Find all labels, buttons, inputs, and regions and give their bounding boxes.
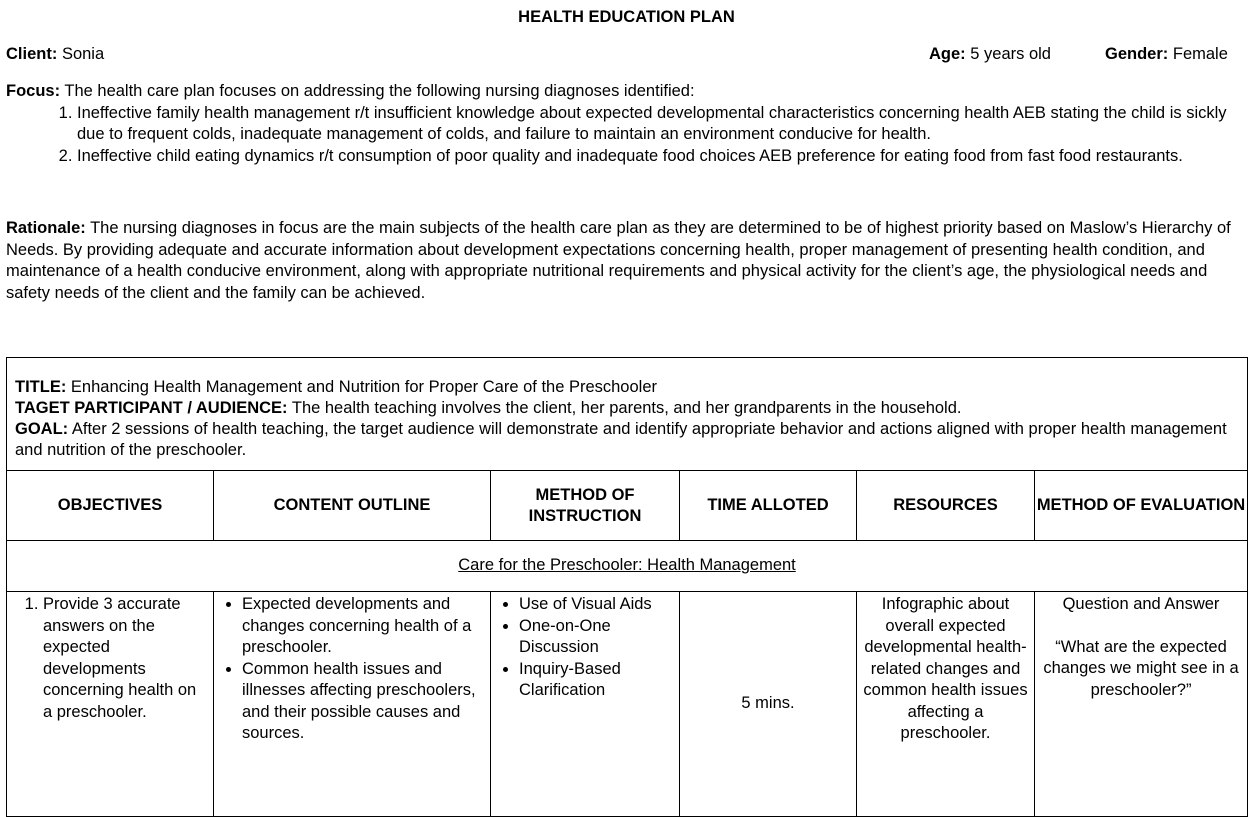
document-title: HEALTH EDUCATION PLAN xyxy=(518,8,735,26)
column-header-content-outline: CONTENT OUTLINE xyxy=(214,471,491,541)
diagnosis-item: 2. Ineffective child eating dynamics r/t consumption of poor quality and inadequate food choices AEB preference for eating food from fast food restaurants. xyxy=(77,146,1246,168)
plan-info-cell xyxy=(7,358,1248,471)
column-header-time-alloted: TIME ALLOTED xyxy=(680,471,857,541)
method-item: • One-on-One Discussion xyxy=(519,616,679,659)
age-field xyxy=(929,44,1051,66)
column-header-objectives: OBJECTIVES xyxy=(7,471,214,541)
client-field xyxy=(6,44,104,66)
column-header-resources: RESOURCES xyxy=(857,471,1035,541)
gender-field xyxy=(1105,44,1228,66)
gender-value: Female xyxy=(1172,45,1228,63)
evaluation-method: Question and Answer xyxy=(1062,595,1220,613)
evaluation-cell xyxy=(1035,592,1248,817)
goal-label: GOAL: xyxy=(15,420,69,438)
table-row xyxy=(7,592,1248,817)
health-teaching-plan-table xyxy=(6,357,1248,817)
diagnosis-list xyxy=(6,103,1246,168)
age-value: 5 years old xyxy=(970,45,1051,63)
time-value: 5 mins. xyxy=(741,694,795,713)
resources-text: Infographic about overall expected developmental health-related changes and common health issues affecting a preschooler. xyxy=(863,595,1028,742)
goal-value: After 2 sessions of health teaching, the target audience will demonstrate and identify appropriate behavior and actions aligned with proper health management and nutrition of the preschooler. xyxy=(15,420,1227,459)
method-item: • Inquiry-Based Clarification xyxy=(519,659,679,702)
age-label: Age: xyxy=(929,45,966,63)
client-name: Sonia xyxy=(61,45,105,63)
plan-title-value: Enhancing Health Management and Nutrition for Proper Care of the Preschooler xyxy=(70,378,658,396)
content-item: • Expected developments and changes concerning health of a preschooler. xyxy=(242,594,490,659)
objective-cell xyxy=(7,592,214,817)
diagnosis-item: 1. Ineffective family health management r/t insufficient knowledge about expected developmental characteristics concerning health AEB stating the child is sickly due to frequent colds, inadequate management of colds, and failure to maintain an environment conducive for health. xyxy=(77,103,1246,146)
method-of-instruction-cell xyxy=(491,592,680,817)
rationale-label: Rationale: xyxy=(6,219,86,237)
evaluation-question: “What are the expected changes we might see in a preschooler?” xyxy=(1043,637,1239,699)
focus-section xyxy=(6,81,1246,167)
focus-label: Focus: xyxy=(6,82,61,100)
client-label: Client: xyxy=(6,45,58,63)
section-heading-cell xyxy=(7,541,1248,592)
objective-text: 1. Provide 3 accurate answers on the expected developments concerning health on a preschooler. xyxy=(43,594,209,723)
audience-value: The health teaching involves the client, her parents, and her grandparents in the household. xyxy=(291,399,962,417)
focus-text: The health care plan focuses on addressing the following nursing diagnoses identified: xyxy=(64,82,695,100)
rationale-text: The nursing diagnoses in focus are the main subjects of the health care plan as they are determined to be of highest priority based on Maslow’s Hierarchy of Needs. By providing adequate and accurate information about development expectations concerning health, proper management of presenting health condition, and maintenance of a health conducive environment, along with appropriate nutritional requirements and physical activity for the client’s age, the physiological needs and safety needs of the client and the family can be achieved. xyxy=(6,219,1231,302)
section-heading: Care for the Preschooler: Health Management xyxy=(458,556,796,575)
resources-cell xyxy=(857,592,1035,817)
audience-label: TAGET PARTICIPANT / AUDIENCE: xyxy=(15,399,288,417)
content-item: • Common health issues and illnesses affecting preschoolers, and their possible causes and sources. xyxy=(242,659,490,745)
content-outline-cell xyxy=(214,592,491,817)
time-alloted-cell xyxy=(680,592,857,817)
method-item: • Use of Visual Aids xyxy=(519,594,679,616)
rationale-section xyxy=(6,218,1246,304)
column-header-method-of-evaluation: METHOD OF EVALUATION xyxy=(1035,471,1248,541)
plan-title-label: TITLE: xyxy=(15,378,67,396)
column-header-method-of-instruction: METHOD OF INSTRUCTION xyxy=(491,471,680,541)
gender-label: Gender: xyxy=(1105,45,1169,63)
